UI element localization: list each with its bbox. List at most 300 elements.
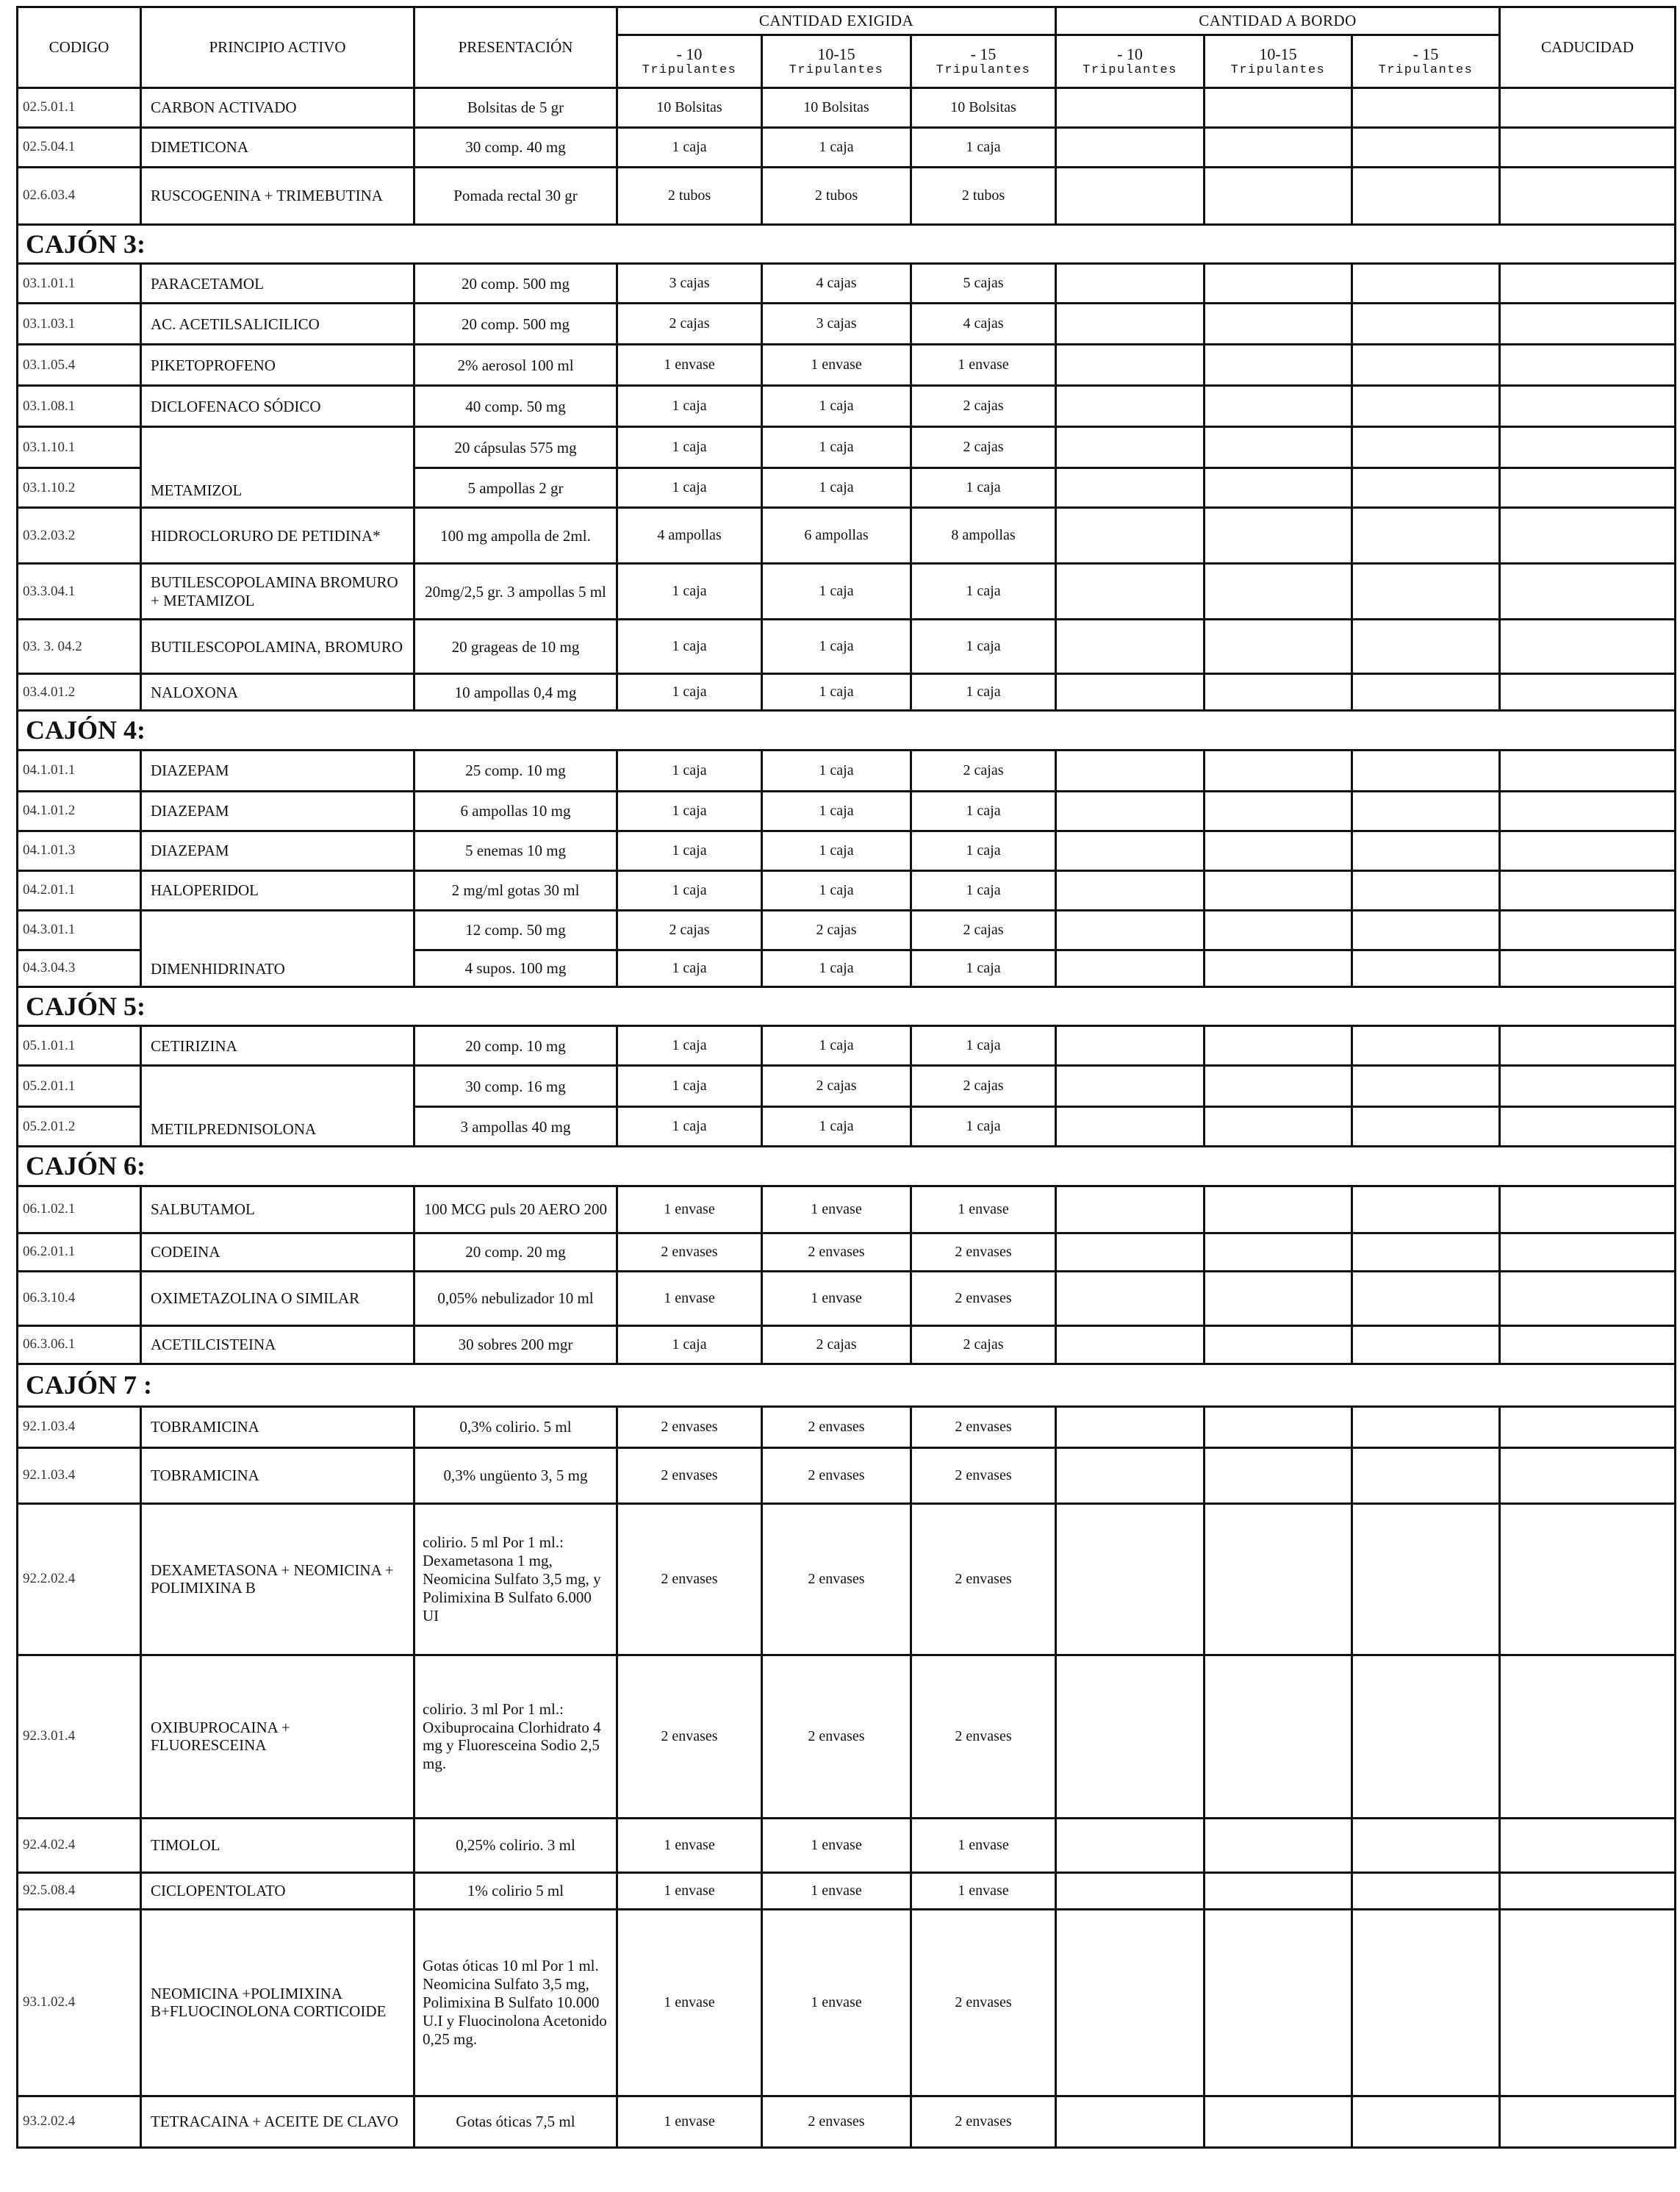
code-cell: 03.1.10.1 (18, 427, 141, 468)
active-principle-cell: PIKETOPROFENO (141, 345, 414, 386)
onboard-quantity-input[interactable] (1205, 1271, 1352, 1325)
required-quantity-cell: 2 tubos (911, 168, 1056, 225)
presentation-cell: 20 cápsulas 575 mg (414, 427, 617, 468)
expiry-input[interactable] (1500, 620, 1676, 674)
onboard-quantity-input[interactable] (1352, 1325, 1500, 1364)
onboard-quantity-input[interactable] (1205, 468, 1352, 508)
expiry-input[interactable] (1500, 1818, 1676, 1872)
presentation-cell: Gotas óticas 7,5 ml (414, 2096, 617, 2147)
required-quantity-cell: 2 envases (762, 1233, 911, 1271)
required-quantity-cell: 2 envases (617, 1447, 762, 1503)
expiry-input[interactable] (1500, 1107, 1676, 1147)
active-principle-cell: CARBON ACTIVADO (141, 88, 414, 128)
required-quantity-cell: 3 cajas (762, 304, 911, 345)
onboard-quantity-input[interactable] (1056, 950, 1205, 986)
crew-label: Tripulantes (936, 63, 1031, 78)
required-quantity-cell: 2 tubos (762, 168, 911, 225)
table-row (18, 168, 1676, 225)
required-quantity-cell: 1 caja (911, 1026, 1056, 1066)
header-principle: PRINCIPIO ACTIVO (141, 7, 414, 88)
onboard-quantity-input[interactable] (1352, 1655, 1500, 1818)
onboard-quantity-input[interactable] (1056, 168, 1205, 225)
drawer-title: CAJÓN 6: (18, 1147, 1676, 1186)
required-quantity-cell: 1 caja (911, 468, 1056, 508)
onboard-quantity-input[interactable] (1352, 1818, 1500, 1872)
expiry-input[interactable] (1500, 1066, 1676, 1107)
presentation-cell: 20 comp. 20 mg (414, 1233, 617, 1271)
table-row (18, 750, 1676, 791)
onboard-quantity-input[interactable] (1205, 2096, 1352, 2147)
onboard-quantity-input[interactable] (1205, 1503, 1352, 1655)
presentation-cell: Bolsitas de 5 gr (414, 88, 617, 128)
onboard-quantity-input[interactable] (1352, 345, 1500, 386)
required-quantity-cell: 2 cajas (911, 386, 1056, 427)
required-quantity-cell: 1 caja (911, 674, 1056, 711)
code-cell: 92.1.03.4 (18, 1406, 141, 1447)
active-principle-cell: NEOMICINA +POLIMIXINA B+FLUOCINOLONA CORTICOIDE (141, 1909, 414, 2096)
presentation-cell: 10 ampollas 0,4 mg (414, 674, 617, 711)
active-principle-cell: DIAZEPAM (141, 750, 414, 791)
presentation-cell: 1% colirio 5 ml (414, 1872, 617, 1909)
onboard-quantity-input[interactable] (1056, 1233, 1205, 1271)
required-quantity-cell: 2 envases (911, 1447, 1056, 1503)
onboard-quantity-input[interactable] (1056, 870, 1205, 910)
crew-range: - 15 (1412, 44, 1439, 63)
active-principle-cell: RUSCOGENINA + TRIMEBUTINA (141, 168, 414, 225)
table-row (18, 88, 1676, 128)
required-quantity-cell: 1 caja (762, 870, 911, 910)
expiry-input[interactable] (1500, 1271, 1676, 1325)
required-quantity-cell: 2 envases (911, 1655, 1056, 1818)
required-quantity-cell: 1 envase (617, 345, 762, 386)
required-quantity-cell: 1 caja (762, 128, 911, 168)
onboard-quantity-input[interactable] (1352, 1066, 1500, 1107)
code-cell: 92.3.01.4 (18, 1655, 141, 1818)
active-principle-cell: DIMETICONA (141, 128, 414, 168)
code-cell: 03.1.05.4 (18, 345, 141, 386)
onboard-quantity-input[interactable] (1056, 564, 1205, 620)
onboard-quantity-input[interactable] (1205, 831, 1352, 870)
required-quantity-cell: 1 envase (911, 1872, 1056, 1909)
required-quantity-cell: 1 caja (911, 128, 1056, 168)
onboard-quantity-input[interactable] (1056, 264, 1205, 304)
expiry-input[interactable] (1500, 128, 1676, 168)
onboard-quantity-input[interactable] (1056, 386, 1205, 427)
required-quantity-cell: 2 cajas (617, 910, 762, 950)
required-quantity-cell: 1 caja (617, 1325, 762, 1364)
code-cell: 93.1.02.4 (18, 1909, 141, 2096)
table-row (18, 1233, 1676, 1271)
required-quantity-cell: 1 caja (617, 427, 762, 468)
code-cell: 03.1.01.1 (18, 264, 141, 304)
onboard-quantity-input[interactable] (1352, 508, 1500, 564)
table-row (18, 1026, 1676, 1066)
onboard-quantity-input[interactable] (1056, 620, 1205, 674)
expiry-input[interactable] (1500, 1233, 1676, 1271)
required-quantity-cell: 2 cajas (911, 910, 1056, 950)
required-quantity-cell: 1 caja (762, 620, 911, 674)
expiry-input[interactable] (1500, 674, 1676, 711)
onboard-quantity-input[interactable] (1352, 870, 1500, 910)
expiry-input[interactable] (1500, 345, 1676, 386)
onboard-quantity-input[interactable] (1352, 1026, 1500, 1066)
onboard-quantity-input[interactable] (1205, 791, 1352, 831)
onboard-quantity-input[interactable] (1205, 870, 1352, 910)
required-quantity-cell: 1 caja (911, 1107, 1056, 1147)
required-quantity-cell: 4 cajas (762, 264, 911, 304)
onboard-quantity-input[interactable] (1205, 1818, 1352, 1872)
expiry-input[interactable] (1500, 1909, 1676, 2096)
onboard-quantity-input[interactable] (1352, 128, 1500, 168)
drawer-header-row (18, 711, 1676, 750)
onboard-quantity-input[interactable] (1056, 1909, 1205, 2096)
table-row (18, 1909, 1676, 2096)
active-principle-cell: CETIRIZINA (141, 1026, 414, 1066)
onboard-quantity-input[interactable] (1056, 910, 1205, 950)
table-row (18, 345, 1676, 386)
onboard-quantity-input[interactable] (1056, 1066, 1205, 1107)
onboard-quantity-input[interactable] (1205, 910, 1352, 950)
required-quantity-cell: 2 envases (911, 2096, 1056, 2147)
code-cell: 92.2.02.4 (18, 1503, 141, 1655)
onboard-quantity-input[interactable] (1352, 2096, 1500, 2147)
table-body (18, 88, 1676, 2148)
expiry-input[interactable] (1500, 304, 1676, 345)
required-quantity-cell: 2 cajas (762, 1325, 911, 1364)
active-principle-cell: TETRACAINA + ACEITE DE CLAVO (141, 2096, 414, 2147)
table-row (18, 1447, 1676, 1503)
expiry-input[interactable] (1500, 1872, 1676, 1909)
onboard-quantity-input[interactable] (1352, 950, 1500, 986)
expiry-input[interactable] (1500, 564, 1676, 620)
code-cell: 05.2.01.1 (18, 1066, 141, 1107)
expiry-input[interactable] (1500, 1406, 1676, 1447)
table-row (18, 1325, 1676, 1364)
onboard-quantity-input[interactable] (1056, 791, 1205, 831)
onboard-quantity-input[interactable] (1352, 1406, 1500, 1447)
code-cell: 04.3.04.3 (18, 950, 141, 986)
onboard-quantity-input[interactable] (1205, 1026, 1352, 1066)
header-onboard-crew-lt10 (1056, 35, 1205, 88)
presentation-cell: colirio. 5 ml Por 1 ml.: Dexametasona 1 mg, Neomicina Sulfato 3,5 mg, y Polimixina B Sulfato 6.000 UI (414, 1503, 617, 1655)
required-quantity-cell: 2 envases (762, 2096, 911, 2147)
active-principle-cell: OXIBUPROCAINA + FLUORESCEINA (141, 1655, 414, 1818)
onboard-quantity-input[interactable] (1056, 1818, 1205, 1872)
presentation-cell: 0,3% ungüento 3, 5 mg (414, 1447, 617, 1503)
presentation-cell: 0,05% nebulizador 10 ml (414, 1271, 617, 1325)
expiry-input[interactable] (1500, 88, 1676, 128)
onboard-quantity-input[interactable] (1056, 1107, 1205, 1147)
code-cell: 03.1.08.1 (18, 386, 141, 427)
required-quantity-cell: 1 caja (617, 750, 762, 791)
code-cell: 03.4.01.2 (18, 674, 141, 711)
onboard-quantity-input[interactable] (1056, 427, 1205, 468)
expiry-input[interactable] (1500, 870, 1676, 910)
header-onboard-crew-gt15 (1352, 35, 1500, 88)
required-quantity-cell: 1 envase (762, 345, 911, 386)
expiry-input[interactable] (1500, 386, 1676, 427)
active-principle-cell: CODEINA (141, 1233, 414, 1271)
expiry-input[interactable] (1500, 1325, 1676, 1364)
required-quantity-cell: 1 envase (617, 1909, 762, 2096)
onboard-quantity-input[interactable] (1352, 564, 1500, 620)
onboard-quantity-input[interactable] (1352, 1872, 1500, 1909)
onboard-quantity-input[interactable] (1056, 1447, 1205, 1503)
presentation-cell: 2 mg/ml gotas 30 ml (414, 870, 617, 910)
onboard-quantity-input[interactable] (1205, 620, 1352, 674)
expiry-input[interactable] (1500, 831, 1676, 870)
onboard-quantity-input[interactable] (1352, 1909, 1500, 2096)
onboard-quantity-input[interactable] (1056, 750, 1205, 791)
onboard-quantity-input[interactable] (1205, 304, 1352, 345)
onboard-quantity-input[interactable] (1352, 620, 1500, 674)
required-quantity-cell: 2 envases (617, 1503, 762, 1655)
onboard-quantity-input[interactable] (1352, 750, 1500, 791)
onboard-quantity-input[interactable] (1056, 674, 1205, 711)
onboard-quantity-input[interactable] (1205, 1909, 1352, 2096)
expiry-input[interactable] (1500, 1026, 1676, 1066)
presentation-cell: 40 comp. 50 mg (414, 386, 617, 427)
onboard-quantity-input[interactable] (1205, 508, 1352, 564)
onboard-quantity-input[interactable] (1056, 1872, 1205, 1909)
required-quantity-cell: 1 caja (911, 870, 1056, 910)
required-quantity-cell: 1 envase (617, 1818, 762, 1872)
required-quantity-cell: 1 envase (617, 1271, 762, 1325)
required-quantity-cell: 1 envase (762, 1818, 911, 1872)
header-expiry: CADUCIDAD (1500, 7, 1676, 88)
onboard-quantity-input[interactable] (1352, 831, 1500, 870)
required-quantity-cell: 1 envase (762, 1186, 911, 1233)
required-quantity-cell: 2 envases (762, 1447, 911, 1503)
onboard-quantity-input[interactable] (1205, 950, 1352, 986)
presentation-cell: 100 mg ampolla de 2ml. (414, 508, 617, 564)
required-quantity-cell: 1 caja (911, 620, 1056, 674)
table-row (18, 620, 1676, 674)
required-quantity-cell: 1 caja (617, 1066, 762, 1107)
expiry-input[interactable] (1500, 950, 1676, 986)
onboard-quantity-input[interactable] (1205, 750, 1352, 791)
crew-range: 10-15 (1259, 44, 1297, 63)
expiry-input[interactable] (1500, 168, 1676, 225)
drawer-title: CAJÓN 5: (18, 986, 1676, 1025)
onboard-quantity-input[interactable] (1205, 1325, 1352, 1364)
code-cell: 03.1.10.2 (18, 468, 141, 508)
required-quantity-cell: 2 envases (911, 1503, 1056, 1655)
presentation-cell: 30 sobres 200 mgr (414, 1325, 617, 1364)
required-quantity-cell: 6 ampollas (762, 508, 911, 564)
onboard-quantity-input[interactable] (1352, 468, 1500, 508)
required-quantity-cell: 1 envase (911, 345, 1056, 386)
code-cell: 03. 3. 04.2 (18, 620, 141, 674)
table-row (18, 128, 1676, 168)
code-cell: 05.1.01.1 (18, 1026, 141, 1066)
onboard-quantity-input[interactable] (1205, 1066, 1352, 1107)
active-principle-cell: ACETILCISTEINA (141, 1325, 414, 1364)
onboard-quantity-input[interactable] (1056, 2096, 1205, 2147)
crew-label: Tripulantes (789, 63, 884, 78)
onboard-quantity-input[interactable] (1056, 1325, 1205, 1364)
onboard-quantity-input[interactable] (1056, 128, 1205, 168)
required-quantity-cell: 1 caja (911, 791, 1056, 831)
onboard-quantity-input[interactable] (1352, 386, 1500, 427)
onboard-quantity-input[interactable] (1205, 264, 1352, 304)
required-quantity-cell: 8 ampollas (911, 508, 1056, 564)
presentation-cell: 30 comp. 16 mg (414, 1066, 617, 1107)
expiry-input[interactable] (1500, 1655, 1676, 1818)
required-quantity-cell: 1 caja (617, 870, 762, 910)
required-quantity-cell: 1 envase (911, 1186, 1056, 1233)
header-onboard-crew-10-15 (1205, 35, 1352, 88)
table-row (18, 264, 1676, 304)
presentation-cell: 20 grageas de 10 mg (414, 620, 617, 674)
required-quantity-cell: 2 envases (617, 1233, 762, 1271)
onboard-quantity-input[interactable] (1205, 1233, 1352, 1271)
expiry-input[interactable] (1500, 468, 1676, 508)
table-row (18, 674, 1676, 711)
header-required-quantity: CANTIDAD EXIGIDA (617, 7, 1056, 35)
required-quantity-cell: 1 envase (617, 2096, 762, 2147)
onboard-quantity-input[interactable] (1352, 674, 1500, 711)
onboard-quantity-input[interactable] (1205, 1447, 1352, 1503)
required-quantity-cell: 1 caja (617, 831, 762, 870)
table-row (18, 1271, 1676, 1325)
table-row (18, 831, 1676, 870)
drawer-header-row (18, 1364, 1676, 1406)
code-cell: 03.1.03.1 (18, 304, 141, 345)
onboard-quantity-input[interactable] (1205, 674, 1352, 711)
onboard-quantity-input[interactable] (1205, 1655, 1352, 1818)
required-quantity-cell: 2 envases (762, 1503, 911, 1655)
onboard-quantity-input[interactable] (1205, 88, 1352, 128)
expiry-input[interactable] (1500, 750, 1676, 791)
required-quantity-cell: 4 cajas (911, 304, 1056, 345)
presentation-cell: 2% aerosol 100 ml (414, 345, 617, 386)
table-row (18, 564, 1676, 620)
code-cell: 92.5.08.4 (18, 1872, 141, 1909)
onboard-quantity-input[interactable] (1056, 508, 1205, 564)
code-cell: 04.1.01.1 (18, 750, 141, 791)
onboard-quantity-input[interactable] (1056, 1026, 1205, 1066)
onboard-quantity-input[interactable] (1056, 88, 1205, 128)
onboard-quantity-input[interactable] (1205, 1872, 1352, 1909)
onboard-quantity-input[interactable] (1352, 791, 1500, 831)
onboard-quantity-input[interactable] (1352, 1107, 1500, 1147)
required-quantity-cell: 2 cajas (911, 1325, 1056, 1364)
onboard-quantity-input[interactable] (1352, 910, 1500, 950)
onboard-quantity-input[interactable] (1205, 168, 1352, 225)
code-cell: 02.5.04.1 (18, 128, 141, 168)
expiry-input[interactable] (1500, 427, 1676, 468)
onboard-quantity-input[interactable] (1205, 128, 1352, 168)
presentation-cell: 20 comp. 500 mg (414, 264, 617, 304)
required-quantity-cell: 2 envases (762, 1655, 911, 1818)
crew-range: 10-15 (817, 44, 855, 63)
code-cell: 92.1.03.4 (18, 1447, 141, 1503)
required-quantity-cell: 2 cajas (911, 750, 1056, 791)
expiry-input[interactable] (1500, 1503, 1676, 1655)
onboard-quantity-input[interactable] (1056, 345, 1205, 386)
expiry-input[interactable] (1500, 1186, 1676, 1233)
onboard-quantity-input[interactable] (1352, 1233, 1500, 1271)
drawer-header-row (18, 1147, 1676, 1186)
expiry-input[interactable] (1500, 2096, 1676, 2147)
required-quantity-cell: 2 envases (911, 1406, 1056, 1447)
expiry-input[interactable] (1500, 910, 1676, 950)
active-principle-cell: DIAZEPAM (141, 831, 414, 870)
onboard-quantity-input[interactable] (1056, 1406, 1205, 1447)
onboard-quantity-input[interactable] (1205, 564, 1352, 620)
onboard-quantity-input[interactable] (1205, 1406, 1352, 1447)
code-cell: 93.2.02.4 (18, 2096, 141, 2147)
header-code: CODIGO (18, 7, 141, 88)
onboard-quantity-input[interactable] (1205, 1186, 1352, 1233)
expiry-input[interactable] (1500, 508, 1676, 564)
active-principle-cell: AC. ACETILSALICILICO (141, 304, 414, 345)
onboard-quantity-input[interactable] (1352, 88, 1500, 128)
onboard-quantity-input[interactable] (1352, 1447, 1500, 1503)
expiry-input[interactable] (1500, 1447, 1676, 1503)
onboard-quantity-input[interactable] (1352, 168, 1500, 225)
onboard-quantity-input[interactable] (1056, 468, 1205, 508)
onboard-quantity-input[interactable] (1352, 1186, 1500, 1233)
required-quantity-cell: 1 caja (762, 791, 911, 831)
required-quantity-cell: 1 caja (617, 950, 762, 986)
presentation-cell: 4 supos. 100 mg (414, 950, 617, 986)
presentation-cell: Pomada rectal 30 gr (414, 168, 617, 225)
code-cell: 03.2.03.2 (18, 508, 141, 564)
active-principle-cell: HIDROCLORURO DE PETIDINA* (141, 508, 414, 564)
onboard-quantity-input[interactable] (1056, 831, 1205, 870)
onboard-quantity-input[interactable] (1352, 264, 1500, 304)
table-row (18, 1406, 1676, 1447)
code-cell: 06.1.02.1 (18, 1186, 141, 1233)
onboard-quantity-input[interactable] (1056, 1655, 1205, 1818)
header-presentation: PRESENTACIÓN (414, 7, 617, 88)
code-cell: 05.2.01.2 (18, 1107, 141, 1147)
onboard-quantity-input[interactable] (1205, 345, 1352, 386)
expiry-input[interactable] (1500, 791, 1676, 831)
required-quantity-cell: 4 ampollas (617, 508, 762, 564)
required-quantity-cell: 2 tubos (617, 168, 762, 225)
onboard-quantity-input[interactable] (1352, 304, 1500, 345)
required-quantity-cell: 1 caja (617, 1026, 762, 1066)
onboard-quantity-input[interactable] (1352, 1503, 1500, 1655)
active-principle-cell: CICLOPENTOLATO (141, 1872, 414, 1909)
presentation-cell: 0,3% colirio. 5 ml (414, 1406, 617, 1447)
onboard-quantity-input[interactable] (1352, 427, 1500, 468)
table-row (18, 2096, 1676, 2147)
drawer-title: CAJÓN 3: (18, 225, 1676, 264)
onboard-quantity-input[interactable] (1056, 1271, 1205, 1325)
onboard-quantity-input[interactable] (1205, 1107, 1352, 1147)
onboard-quantity-input[interactable] (1352, 1271, 1500, 1325)
onboard-quantity-input[interactable] (1056, 1186, 1205, 1233)
required-quantity-cell: 1 caja (617, 674, 762, 711)
drawer-title: CAJÓN 7 : (18, 1364, 1676, 1406)
required-quantity-cell: 2 envases (762, 1406, 911, 1447)
table-row (18, 1872, 1676, 1909)
expiry-input[interactable] (1500, 264, 1676, 304)
onboard-quantity-input[interactable] (1205, 386, 1352, 427)
header-onboard-quantity: CANTIDAD A BORDO (1056, 7, 1500, 35)
required-quantity-cell: 2 cajas (762, 1066, 911, 1107)
onboard-quantity-input[interactable] (1056, 304, 1205, 345)
required-quantity-cell: 1 caja (617, 620, 762, 674)
onboard-quantity-input[interactable] (1205, 427, 1352, 468)
drawer-header-row (18, 986, 1676, 1025)
presentation-cell: 12 comp. 50 mg (414, 910, 617, 950)
onboard-quantity-input[interactable] (1056, 1503, 1205, 1655)
